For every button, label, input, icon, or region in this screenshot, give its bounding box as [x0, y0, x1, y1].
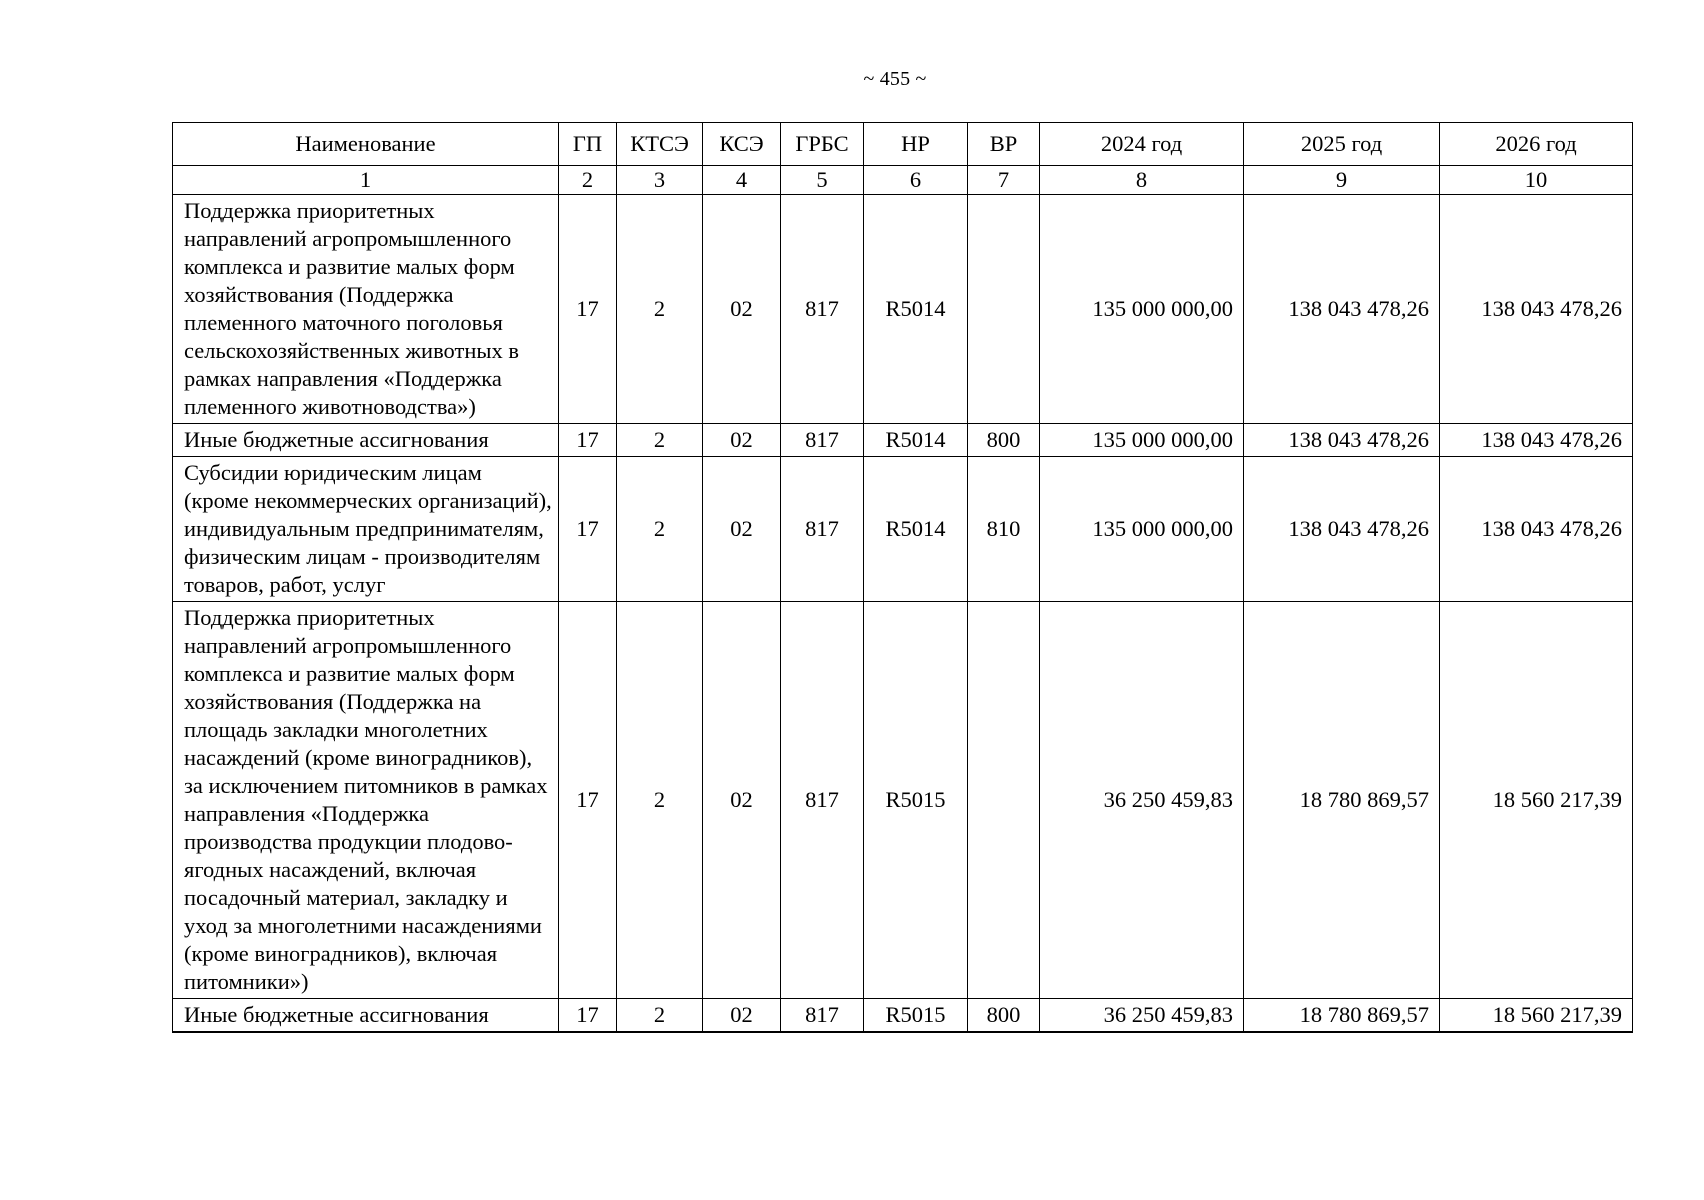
cell-vr: 810 [968, 457, 1040, 602]
cell-grbs: 817 [781, 195, 864, 424]
header-ktse: КТСЭ [617, 123, 703, 166]
cell-nr: R5014 [864, 195, 968, 424]
table-row [173, 602, 1633, 999]
cell-kse: 02 [703, 424, 781, 457]
row-name: Поддержка приоритетных направлений агропромышленного комплекса и развитие малых форм хозяйствования (Поддержка на площадь закладки многолетних насаждений (кроме виноградников), за исключением питомников в рамках направления «Поддержка производства продукции плодово-ягодных насаждений, включая посадочный материал, закладку и уход за многолетними насаждениями (кроме виноградников), включая питомники») [173, 602, 559, 999]
cell-ktse: 2 [617, 602, 703, 999]
page-number: ~ 455 ~ [863, 68, 927, 90]
header-2024: 2024 год [1040, 123, 1244, 166]
cell-2026: 138 043 478,26 [1440, 424, 1633, 457]
column-number-row [173, 166, 1633, 195]
cell-2025: 138 043 478,26 [1244, 457, 1440, 602]
column-number: 4 [703, 166, 781, 195]
header-vr: ВР [968, 123, 1040, 166]
cell-2026: 18 560 217,39 [1440, 999, 1633, 1033]
row-name: Поддержка приоритетных направлений агропромышленного комплекса и развитие малых форм хозяйствования (Поддержка племенного маточного поголовья сельскохозяйственных животных в рамках направления «Поддержка племенного животноводства») [173, 195, 559, 424]
column-number: 9 [1244, 166, 1440, 195]
cell-vr: 800 [968, 424, 1040, 457]
row-name: Иные бюджетные ассигнования [173, 424, 559, 457]
cell-nr: R5015 [864, 602, 968, 999]
cell-kse: 02 [703, 999, 781, 1033]
row-name: Субсидии юридическим лицам (кроме некоммерческих организаций), индивидуальным предпринимателям, физическим лицам - производителям товаров, работ, услуг [173, 457, 559, 602]
cell-gp: 17 [559, 999, 617, 1033]
column-number: 7 [968, 166, 1040, 195]
cell-kse: 02 [703, 457, 781, 602]
header-2025: 2025 год [1244, 123, 1440, 166]
header-kse: КСЭ [703, 123, 781, 166]
column-number: 2 [559, 166, 617, 195]
column-number: 10 [1440, 166, 1633, 195]
table-row [173, 999, 1633, 1033]
cell-kse: 02 [703, 195, 781, 424]
cell-2025: 18 780 869,57 [1244, 602, 1440, 999]
header-gp: ГП [559, 123, 617, 166]
table-row [173, 424, 1633, 457]
cell-2024: 135 000 000,00 [1040, 457, 1244, 602]
budget-table [172, 122, 1633, 1033]
cell-vr [968, 195, 1040, 424]
cell-2026: 138 043 478,26 [1440, 457, 1633, 602]
cell-grbs: 817 [781, 602, 864, 999]
cell-kse: 02 [703, 602, 781, 999]
cell-grbs: 817 [781, 424, 864, 457]
cell-ktse: 2 [617, 424, 703, 457]
cell-ktse: 2 [617, 999, 703, 1033]
cell-nr: R5015 [864, 999, 968, 1033]
cell-2025: 138 043 478,26 [1244, 195, 1440, 424]
column-number: 1 [173, 166, 559, 195]
cell-2024: 36 250 459,83 [1040, 602, 1244, 999]
header-2026: 2026 год [1440, 123, 1633, 166]
header-name: Наименование [173, 123, 559, 166]
cell-2026: 138 043 478,26 [1440, 195, 1633, 424]
cell-grbs: 817 [781, 999, 864, 1033]
column-number: 5 [781, 166, 864, 195]
row-name: Иные бюджетные ассигнования [173, 999, 559, 1033]
cell-nr: R5014 [864, 424, 968, 457]
cell-ktse: 2 [617, 195, 703, 424]
cell-2026: 18 560 217,39 [1440, 602, 1633, 999]
cell-gp: 17 [559, 195, 617, 424]
cell-vr [968, 602, 1040, 999]
cell-2024: 135 000 000,00 [1040, 195, 1244, 424]
cell-grbs: 817 [781, 457, 864, 602]
cell-gp: 17 [559, 424, 617, 457]
cell-2024: 36 250 459,83 [1040, 999, 1244, 1033]
column-number: 6 [864, 166, 968, 195]
cell-nr: R5014 [864, 457, 968, 602]
table-row [173, 195, 1633, 424]
column-number: 3 [617, 166, 703, 195]
header-row [173, 123, 1633, 166]
cell-gp: 17 [559, 602, 617, 999]
cell-2025: 138 043 478,26 [1244, 424, 1440, 457]
column-number: 8 [1040, 166, 1244, 195]
header-nr: НР [864, 123, 968, 166]
cell-2025: 18 780 869,57 [1244, 999, 1440, 1033]
table-row [173, 457, 1633, 602]
cell-2024: 135 000 000,00 [1040, 424, 1244, 457]
header-grbs: ГРБС [781, 123, 864, 166]
cell-ktse: 2 [617, 457, 703, 602]
cell-vr: 800 [968, 999, 1040, 1033]
cell-gp: 17 [559, 457, 617, 602]
